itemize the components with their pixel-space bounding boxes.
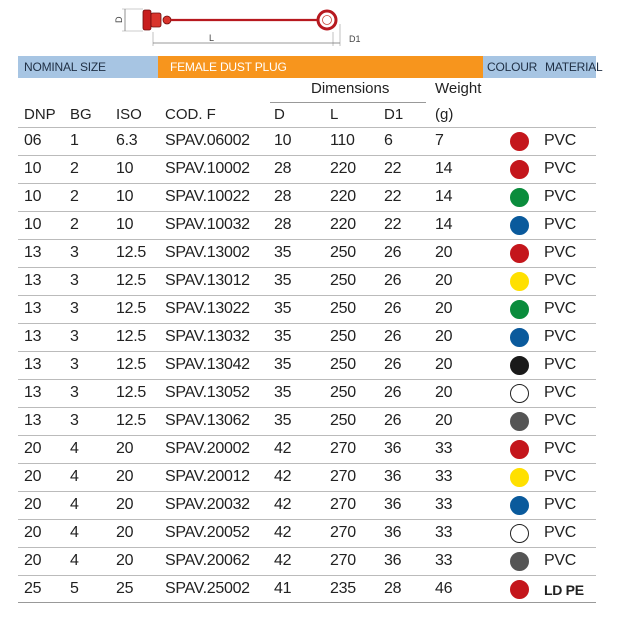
cell-iso: 12.5: [116, 384, 146, 401]
plug-head: [143, 10, 151, 30]
cell-weight: 20: [435, 300, 453, 317]
cell-dnp: 20: [24, 552, 42, 569]
col-header-weight-unit: (g): [435, 106, 454, 123]
dust-plug-diagram: [105, 0, 395, 52]
colour-header: COLOUR: [483, 56, 543, 78]
cell-material: PVC: [544, 524, 576, 541]
cell-code: SPAV.20032: [165, 496, 250, 513]
cell-weight: 7: [435, 132, 444, 149]
col-header-d: D: [274, 106, 285, 123]
cell-code: SPAV.13042: [165, 356, 250, 373]
cell-material: PVC: [544, 216, 576, 233]
cell-weight: 20: [435, 384, 453, 401]
cell-l: 250: [330, 412, 356, 429]
cell-dnp: 13: [24, 328, 42, 345]
cell-dnp: 13: [24, 244, 42, 261]
cell-code: SPAV.10022: [165, 188, 250, 205]
table-row: [18, 155, 596, 183]
cell-d: 10: [274, 132, 292, 149]
cell-material: PVC: [544, 328, 576, 345]
cell-material: PVC: [544, 188, 576, 205]
plug-body: [151, 13, 161, 27]
cell-dnp: 20: [24, 524, 42, 541]
cell-code: SPAV.13062: [165, 412, 250, 429]
cell-code: SPAV.13012: [165, 272, 250, 289]
cell-d: 35: [274, 412, 292, 429]
cell-code: SPAV.20052: [165, 524, 250, 541]
cell-code: SPAV.06002: [165, 132, 250, 149]
material-header: MATERIAL: [543, 56, 596, 78]
table-row: [18, 575, 596, 603]
colour-swatch: [510, 580, 529, 599]
col-header-bg: BG: [70, 106, 92, 123]
table-row: [18, 323, 596, 351]
table-row: [18, 267, 596, 295]
cell-material: PVC: [544, 440, 576, 457]
colour-swatch: [510, 160, 529, 179]
cell-code: SPAV.20062: [165, 552, 250, 569]
col-header-dnp: DNP: [24, 106, 56, 123]
table-row: [18, 183, 596, 211]
colour-swatch: [510, 300, 529, 319]
cell-weight: 14: [435, 160, 453, 177]
table-row: [18, 379, 596, 407]
cell-material: PVC: [544, 356, 576, 373]
cell-d: 35: [274, 328, 292, 345]
plug-ring: [318, 11, 336, 29]
cell-l: 250: [330, 300, 356, 317]
colour-swatch: [510, 328, 529, 347]
cell-bg: 3: [70, 384, 79, 401]
cell-code: SPAV.20012: [165, 468, 250, 485]
cell-dnp: 20: [24, 496, 42, 513]
cell-bg: 3: [70, 244, 79, 261]
cell-weight: 14: [435, 188, 453, 205]
colour-swatch: [510, 188, 529, 207]
cell-d: 35: [274, 244, 292, 261]
cell-l: 220: [330, 216, 356, 233]
cell-code: SPAV.13022: [165, 300, 250, 317]
cell-weight: 33: [435, 524, 453, 541]
cell-code: SPAV.13032: [165, 328, 250, 345]
cell-code: SPAV.13002: [165, 244, 250, 261]
cell-material: PVC: [544, 160, 576, 177]
cell-bg: 4: [70, 496, 79, 513]
cell-iso: 12.5: [116, 356, 146, 373]
cell-iso: 12.5: [116, 244, 146, 261]
cell-bg: 3: [70, 356, 79, 373]
cell-weight: 20: [435, 412, 453, 429]
colour-swatch: [510, 216, 529, 235]
cell-iso: 12.5: [116, 412, 146, 429]
table-row: [18, 127, 596, 155]
cell-weight: 20: [435, 356, 453, 373]
cell-d: 42: [274, 552, 292, 569]
cell-l: 250: [330, 356, 356, 373]
colour-swatch: [510, 412, 529, 431]
cell-bg: 4: [70, 524, 79, 541]
cell-material: PVC: [544, 244, 576, 261]
cell-d: 28: [274, 160, 292, 177]
cell-bg: 3: [70, 300, 79, 317]
table-body: [18, 127, 596, 603]
cell-d1: 26: [384, 384, 402, 401]
cell-d1: 26: [384, 328, 402, 345]
cell-d1: 36: [384, 440, 402, 457]
cell-d: 42: [274, 468, 292, 485]
cell-d1: 26: [384, 356, 402, 373]
cell-d1: 28: [384, 580, 402, 597]
colour-swatch: [510, 496, 529, 515]
table-row: [18, 239, 596, 267]
cell-l: 250: [330, 384, 356, 401]
cell-l: 270: [330, 468, 356, 485]
cell-l: 220: [330, 160, 356, 177]
cell-weight: 46: [435, 580, 453, 597]
cell-d1: 22: [384, 188, 402, 205]
cell-material: PVC: [544, 412, 576, 429]
cell-material: PVC: [544, 384, 576, 401]
cell-d1: 26: [384, 412, 402, 429]
nominal-size-header: NOMINAL SIZE: [18, 56, 158, 78]
cell-weight: 33: [435, 440, 453, 457]
cell-l: 110: [330, 132, 355, 149]
cell-iso: 6.3: [116, 132, 138, 149]
cell-d1: 36: [384, 496, 402, 513]
cell-weight: 20: [435, 328, 453, 345]
cell-d: 28: [274, 188, 292, 205]
cell-dnp: 25: [24, 580, 42, 597]
cell-d1: 36: [384, 552, 402, 569]
cell-d1: 22: [384, 216, 402, 233]
table-row: [18, 519, 596, 547]
table-row: [18, 351, 596, 379]
cell-material: PVC: [544, 552, 576, 569]
cell-dnp: 06: [24, 132, 42, 149]
cell-iso: 20: [116, 524, 134, 541]
cell-dnp: 13: [24, 356, 42, 373]
cell-weight: 20: [435, 272, 453, 289]
cell-d: 35: [274, 300, 292, 317]
cell-dnp: 13: [24, 272, 42, 289]
cell-material: PVC: [544, 496, 576, 513]
cell-bg: 5: [70, 580, 79, 597]
dimension-l-label: L: [209, 33, 215, 43]
cell-l: 250: [330, 244, 356, 261]
col-header-iso: ISO: [116, 106, 142, 123]
colour-swatch: [510, 132, 529, 151]
dimensions-divider: [270, 102, 426, 103]
cell-l: 220: [330, 188, 356, 205]
cell-d: 35: [274, 356, 292, 373]
cell-d1: 26: [384, 244, 402, 261]
cell-dnp: 10: [24, 188, 42, 205]
cell-d: 42: [274, 524, 292, 541]
cell-material: PVC: [544, 468, 576, 485]
cell-d: 42: [274, 496, 292, 513]
cell-dnp: 20: [24, 468, 42, 485]
weight-header: Weight: [435, 80, 482, 97]
table-row: [18, 407, 596, 435]
cell-l: 235: [330, 580, 356, 597]
cell-iso: 10: [116, 160, 134, 177]
cell-bg: 2: [70, 188, 79, 205]
cell-code: SPAV.10002: [165, 160, 250, 177]
cell-iso: 12.5: [116, 300, 146, 317]
cell-bg: 4: [70, 440, 79, 457]
cell-code: SPAV.20002: [165, 440, 250, 457]
cell-bg: 3: [70, 272, 79, 289]
cell-l: 270: [330, 524, 356, 541]
cell-d: 28: [274, 216, 292, 233]
cell-l: 270: [330, 552, 356, 569]
col-header-cod: COD. F: [165, 106, 216, 123]
cell-iso: 12.5: [116, 272, 146, 289]
cell-iso: 20: [116, 496, 134, 513]
dimension-d1-label: D1: [349, 34, 361, 44]
cell-iso: 12.5: [116, 328, 146, 345]
col-header-l: L: [330, 106, 339, 123]
cell-dnp: 20: [24, 440, 42, 457]
cell-material: PVC: [544, 272, 576, 289]
cell-bg: 4: [70, 468, 79, 485]
cell-iso: 20: [116, 552, 134, 569]
cell-dnp: 13: [24, 384, 42, 401]
cell-iso: 20: [116, 468, 134, 485]
cell-d1: 26: [384, 300, 402, 317]
cell-d1: 22: [384, 160, 402, 177]
cell-bg: 3: [70, 412, 79, 429]
header-bar: [18, 56, 603, 78]
cell-d1: 36: [384, 468, 402, 485]
cell-l: 250: [330, 328, 356, 345]
cell-dnp: 10: [24, 160, 42, 177]
colour-swatch: [510, 272, 529, 291]
cell-weight: 33: [435, 468, 453, 485]
cell-l: 270: [330, 440, 356, 457]
cell-bg: 2: [70, 216, 79, 233]
colour-swatch: [510, 244, 529, 263]
cell-l: 250: [330, 272, 356, 289]
cell-d: 35: [274, 272, 292, 289]
cell-d1: 6: [384, 132, 393, 149]
cell-material: LD PE: [544, 582, 584, 598]
cell-iso: 20: [116, 440, 134, 457]
cell-d1: 26: [384, 272, 402, 289]
table-row: [18, 295, 596, 323]
cell-bg: 1: [70, 132, 79, 149]
cell-weight: 33: [435, 552, 453, 569]
cell-d: 42: [274, 440, 292, 457]
cell-bg: 3: [70, 328, 79, 345]
colour-swatch: [510, 356, 529, 375]
cell-d: 41: [274, 580, 292, 597]
cell-dnp: 13: [24, 300, 42, 317]
cell-material: PVC: [544, 300, 576, 317]
colour-swatch: [510, 384, 529, 403]
table-row: [18, 463, 596, 491]
table-row: [18, 435, 596, 463]
colour-swatch: [510, 552, 529, 571]
cell-code: SPAV.25002: [165, 580, 250, 597]
cell-iso: 10: [116, 188, 134, 205]
cell-iso: 10: [116, 216, 134, 233]
cell-d1: 36: [384, 524, 402, 541]
colour-swatch: [510, 440, 529, 459]
cell-weight: 33: [435, 496, 453, 513]
cell-code: SPAV.10032: [165, 216, 250, 233]
colour-swatch: [510, 524, 529, 543]
cell-d: 35: [274, 384, 292, 401]
product-header: FEMALE DUST PLUG: [158, 56, 483, 78]
dimensions-header: Dimensions: [311, 80, 390, 97]
colour-swatch: [510, 468, 529, 487]
cell-bg: 4: [70, 552, 79, 569]
cell-l: 270: [330, 496, 356, 513]
dimension-d-label: D: [114, 16, 124, 23]
cell-bg: 2: [70, 160, 79, 177]
cell-code: SPAV.13052: [165, 384, 250, 401]
table-row: [18, 547, 596, 575]
cell-weight: 14: [435, 216, 453, 233]
cell-iso: 25: [116, 580, 134, 597]
table-row: [18, 491, 596, 519]
cell-dnp: 13: [24, 412, 42, 429]
col-header-d1: D1: [384, 106, 404, 123]
table-row: [18, 211, 596, 239]
cell-material: PVC: [544, 132, 576, 149]
cell-weight: 20: [435, 244, 453, 261]
cell-dnp: 10: [24, 216, 42, 233]
